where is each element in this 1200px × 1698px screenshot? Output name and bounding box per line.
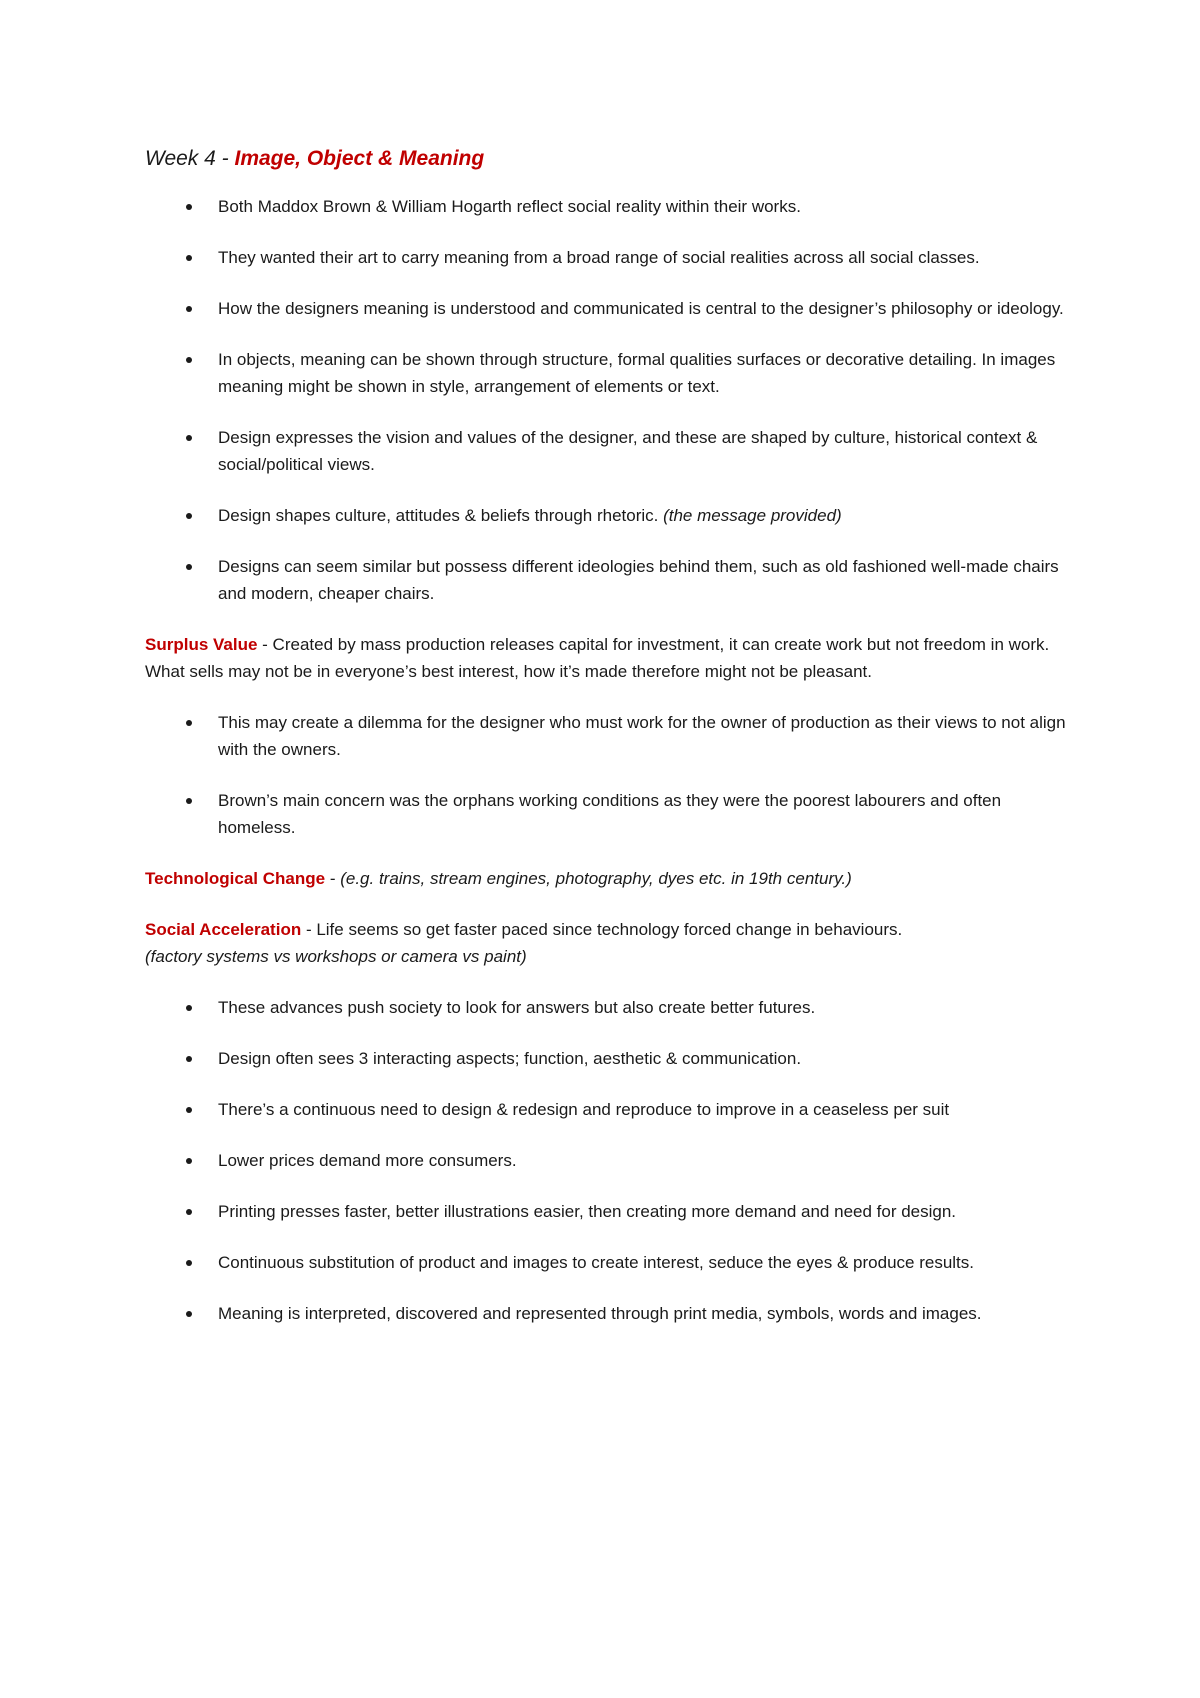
surplus-value-paragraph: Surplus Value - Created by mass production releases capital for investment, it can create work but not freedom in work. What sells may not be in everyone’s best interest, how it’s made therefore might not be pleasant. (145, 635, 1050, 681)
list-item: Meaning is interpreted, discovered and represented through print media, symbols, words and images. (145, 1300, 1075, 1327)
bullet-dot-icon (186, 1209, 192, 1215)
list-item: Printing presses faster, better illustrations easier, then creating more demand and need for design. (145, 1198, 1075, 1225)
bullet-dot-icon (186, 1158, 192, 1164)
list-item: These advances push society to look for answers but also create better futures. (145, 994, 1075, 1021)
bullet-dot-icon (186, 1056, 192, 1062)
list-item: This may create a dilemma for the designer who must work for the owner of production as their views to not align with the owners. (145, 709, 1075, 763)
bullet-dot-icon (186, 1260, 192, 1266)
document-page (145, 145, 1075, 1351)
bullet-dot-icon (186, 357, 192, 363)
bullet-dot-icon (186, 1005, 192, 1011)
bullet-dot-icon (186, 798, 192, 804)
list-item: Brown’s main concern was the orphans working conditions as they were the poorest labourers and often homeless. (145, 787, 1075, 841)
list-item: Lower prices demand more consumers. (145, 1147, 1075, 1174)
technological-change-heading: Technological Change (145, 869, 326, 888)
list-item: Design expresses the vision and values of the designer, and these are shaped by culture, historical context & social/political views. (145, 424, 1075, 478)
surplus-bullet-list (145, 709, 1075, 841)
title-prefix: Week 4 - (145, 147, 235, 170)
bullet-dot-icon (186, 513, 192, 519)
list-item: There’s a continuous need to design & redesign and reproduce to improve in a ceaseless per suit (145, 1096, 1075, 1123)
bullet-dot-icon (186, 1311, 192, 1317)
bullet-dot-icon (186, 564, 192, 570)
title-topic: Image, Object & Meaning (234, 147, 485, 170)
list-item: Continuous substitution of product and images to create interest, seduce the eyes & produce results. (145, 1249, 1075, 1276)
list-item: Design often sees 3 interacting aspects; function, aesthetic & communication. (145, 1045, 1075, 1072)
technological-change-paragraph: Technological Change - (e.g. trains, stream engines, photography, dyes etc. in 19th century.) (145, 869, 852, 888)
list-item: In objects, meaning can be shown through structure, formal qualities surfaces or decorative detailing. In images meaning might be shown in style, arrangement of elements or text. (145, 346, 1075, 400)
social-bullet-list (145, 994, 1075, 1327)
bullet-dot-icon (186, 435, 192, 441)
list-item: How the designers meaning is understood and communicated is central to the designer’s philosophy or ideology. (145, 295, 1075, 322)
bullet-dot-icon (186, 204, 192, 210)
social-acceleration-heading: Social Acceleration (145, 920, 302, 939)
list-item: They wanted their art to carry meaning from a broad range of social realities across all social classes. (145, 244, 1075, 271)
social-acceleration-paragraph: Social Acceleration - Life seems so get faster paced since technology forced change in behaviours. (factory systems vs workshops or camera vs paint) (145, 920, 903, 966)
list-item: Both Maddox Brown & William Hogarth reflect social reality within their works. (145, 193, 1075, 220)
page-title (145, 145, 1075, 173)
list-item: Designs can seem similar but possess different ideologies behind them, such as old fashioned well-made chairs and modern, cheaper chairs. (145, 553, 1075, 607)
bullet-dot-icon (186, 306, 192, 312)
intro-bullet-list (145, 193, 1075, 607)
bullet-dot-icon (186, 720, 192, 726)
bullet-dot-icon (186, 255, 192, 261)
list-item: Design shapes culture, attitudes & beliefs through rhetoric. (the message provided) (145, 502, 1075, 529)
bullet-dot-icon (186, 1107, 192, 1113)
surplus-value-heading: Surplus Value (145, 635, 258, 654)
